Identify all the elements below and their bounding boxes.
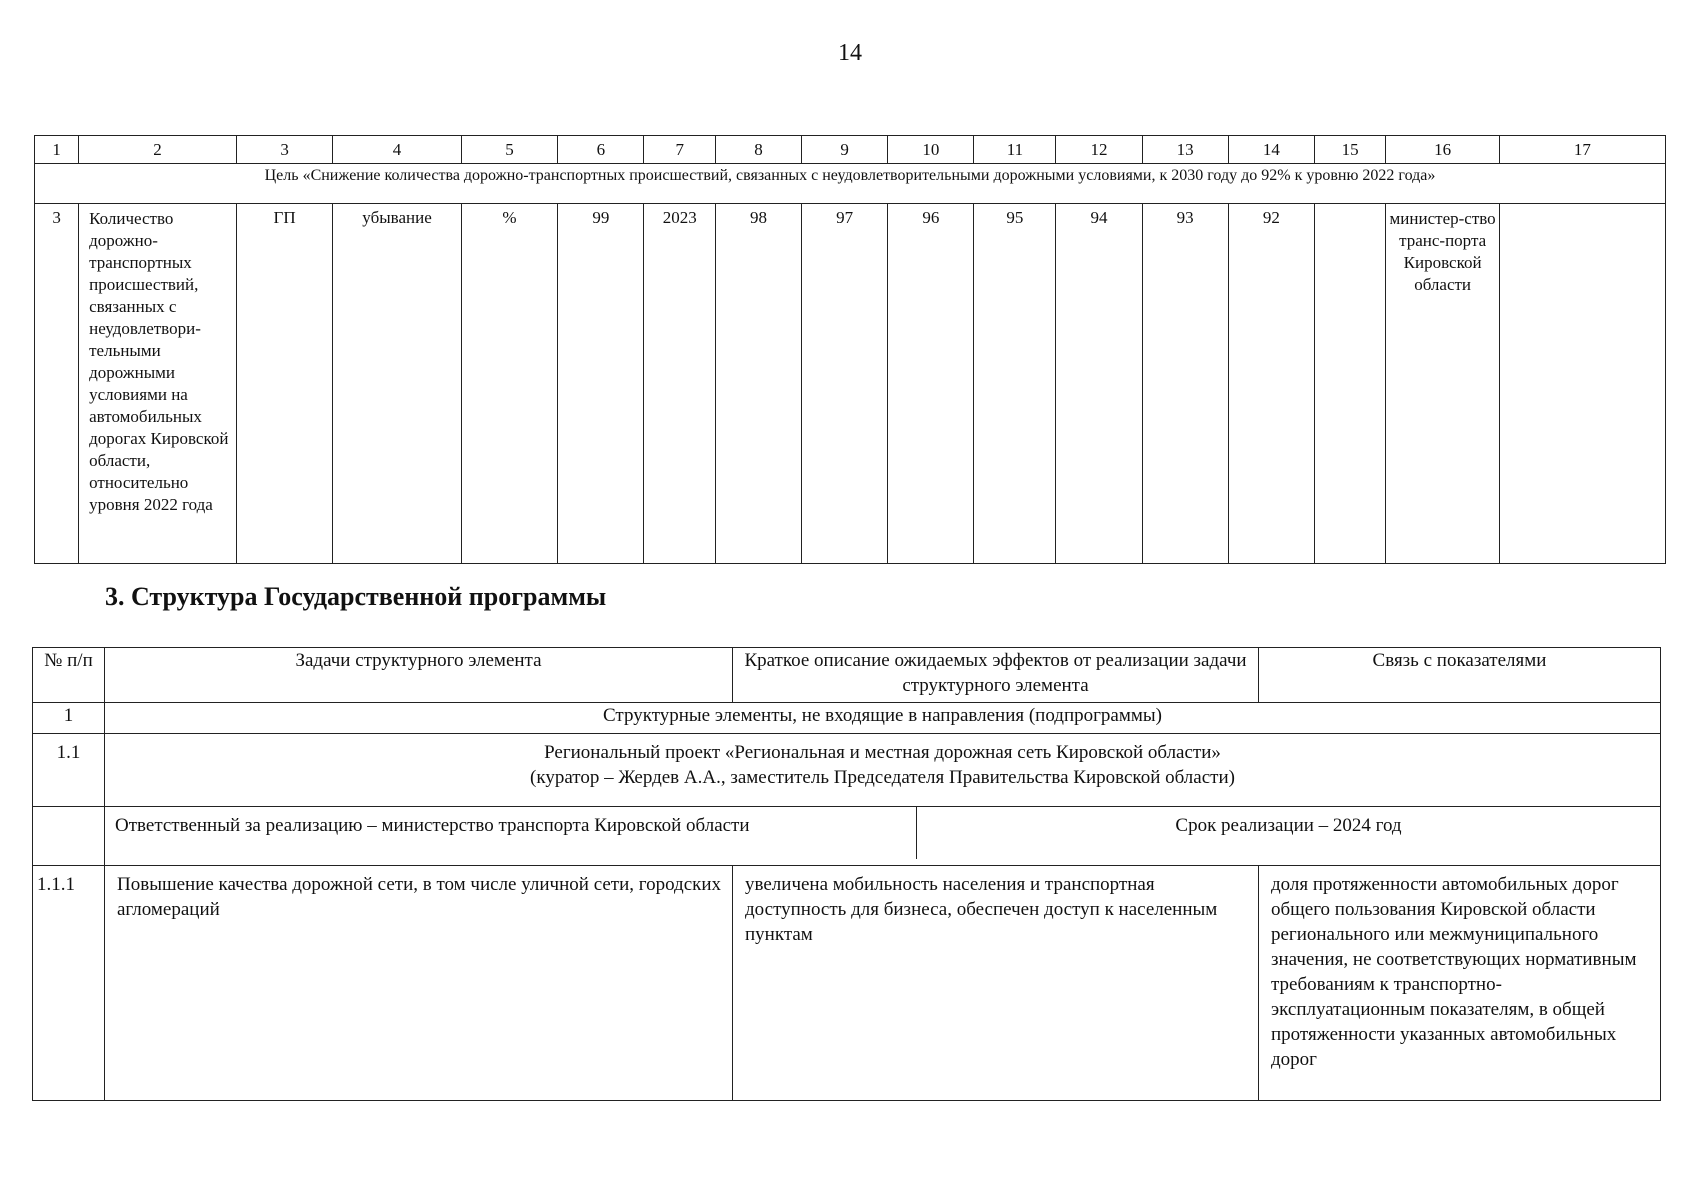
header-effects: Краткое описание ожидаемых эффектов от реализации задачи структурного элемента — [733, 648, 1259, 703]
indicator-unit: % — [461, 204, 558, 564]
responsible-text: Ответственный за реализацию – министерство транспорта Кировской области — [105, 807, 917, 859]
column-number: 15 — [1314, 136, 1385, 164]
header-link: Связь с показателями — [1259, 648, 1661, 703]
column-number: 17 — [1499, 136, 1665, 164]
base-value: 99 — [558, 204, 644, 564]
empty-cell — [1314, 204, 1385, 564]
column-number: 3 — [236, 136, 333, 164]
year-value: 96 — [888, 204, 974, 564]
section-heading: Структурные элементы, не входящие в направления (подпрограммы) — [105, 703, 1661, 734]
year-value: 92 — [1228, 204, 1314, 564]
column-number: 13 — [1142, 136, 1228, 164]
task-effect: увеличена мобильность населения и транспортная доступность для бизнеса, обеспечен доступ к населенным пунктам — [733, 866, 1259, 1101]
column-number: 5 — [461, 136, 558, 164]
structure-table — [32, 647, 1661, 1101]
task-number: 1.1.1 — [33, 866, 105, 1101]
goal-row: Цель «Снижение количества дорожно-транспортных происшествий, связанных с неудовлетворительными дорожными условиями, к 2030 году до 92% к уровню 2022 года» — [35, 164, 1666, 204]
page-number: 14 — [838, 40, 862, 66]
year-value: 95 — [974, 204, 1056, 564]
indicator-name: Количество дорожно-транспортных происшествий, связанных с неудовлетвори-тельными дорожными условиями на автомобильных дорогах Кировской области, относительно уровня 2022 года — [79, 204, 237, 564]
structure-header-row — [33, 648, 1661, 703]
project-title: Региональный проект «Региональная и местная дорожная сеть Кировской области» — [544, 742, 1221, 763]
section-row — [33, 703, 1661, 734]
column-number: 12 — [1056, 136, 1142, 164]
header-tasks: Задачи структурного элемента — [105, 648, 733, 703]
column-number: 14 — [1228, 136, 1314, 164]
responsible-row — [33, 807, 1661, 866]
header-number: № п/п — [33, 648, 105, 703]
year-value: 94 — [1056, 204, 1142, 564]
task-indicator-link: доля протяженности автомобильных дорог общего пользования Кировской области регионального или межмуниципального значения, не соответствующих нормативным требованиям к транспортно-эксплуатационным показателям, в общей протяженности указанных автомобильных дорог — [1259, 866, 1661, 1101]
section-title: 3. Структура Государственной программы — [105, 582, 607, 611]
column-number: 2 — [79, 136, 237, 164]
row-number: 1.1 — [33, 734, 105, 807]
column-number-row — [35, 136, 1666, 164]
column-number: 6 — [558, 136, 644, 164]
row-number: 1 — [33, 703, 105, 734]
indicators-table — [34, 135, 1666, 564]
indicator-trend: убывание — [333, 204, 461, 564]
year-value: 98 — [715, 204, 801, 564]
empty-cell — [1499, 204, 1665, 564]
task-description: Повышение качества дорожной сети, в том числе уличной сети, городских агломераций — [105, 866, 733, 1101]
row-number: 3 — [35, 204, 79, 564]
project-row — [33, 734, 1661, 807]
project-heading — [105, 734, 1661, 807]
task-row — [33, 866, 1661, 1101]
term-text: Срок реализации – 2024 год — [1175, 815, 1402, 836]
column-number: 1 — [35, 136, 79, 164]
indicator-level: ГП — [236, 204, 333, 564]
year-value: 97 — [802, 204, 888, 564]
responsible-authority: министер-ство транс-порта Кировской области — [1386, 204, 1499, 564]
year-value: 93 — [1142, 204, 1228, 564]
base-year: 2023 — [644, 204, 715, 564]
project-curator: (куратор – Жердев А.А., заместитель Председателя Правительства Кировской области) — [530, 767, 1235, 788]
column-number: 7 — [644, 136, 715, 164]
column-number: 4 — [333, 136, 461, 164]
column-number: 8 — [715, 136, 801, 164]
empty-cell — [33, 807, 105, 866]
column-number: 9 — [802, 136, 888, 164]
column-number: 11 — [974, 136, 1056, 164]
column-number: 16 — [1386, 136, 1499, 164]
indicator-row — [35, 204, 1666, 564]
column-number: 10 — [888, 136, 974, 164]
